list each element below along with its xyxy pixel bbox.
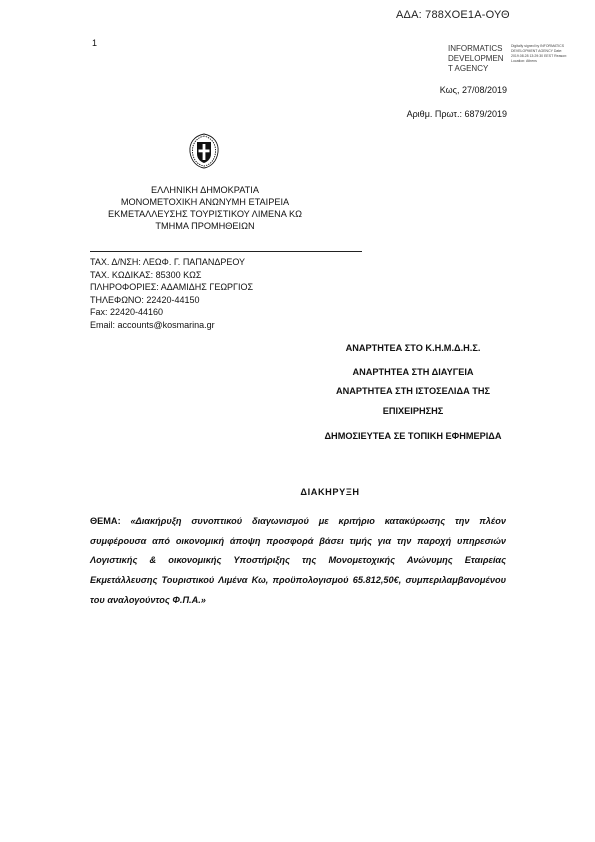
page-number: 1 [92,38,98,48]
contact-address: ΤΑΧ. Δ/ΝΣΗ: ΛΕΩΦ. Γ. ΠΑΠΑΝΔΡΕΟΥ [90,257,246,267]
contact-email: Email: accounts@kosmarina.gr [90,319,215,330]
digital-signature-details: Digitally signed by INFORMATICS DEVELOPMENT AGENCY Date: 2019.08.28 13:29:30 EEST Reason: Location: Athens [511,44,568,63]
subject-paragraph [90,512,506,611]
contact-fax: Fax: 22420-44160 [90,307,164,318]
divider [90,251,362,252]
issuer-block [100,184,310,232]
issuer-line: ΤΜΗΜΑ ΠΡΟΜΗΘΕΙΩΝ [155,221,255,231]
posting-diavgeia: ΑΝΑΡΤΗΤΕΑ ΣΤΗ ΔΙΑΥΓΕΙΑ [352,367,474,377]
issuer-line: ΕΚΜΕΤΑΛΛΕΥΣΗΣ ΤΟΥΡΙΣΤΙΚΟΥ ΛΙΜΕΝΑ ΚΩ [108,209,302,219]
contact-person: ΠΛΗΡΟΦΟΡΙΕΣ: ΑΔΑΜΙΔΗΣ ΓΕΩΡΓΙΟΣ [90,282,254,293]
issuer-line: ΜΟΝΟΜΕΤΟΧΙΚΗ ΑΝΩΝΥΜΗ ΕΤΑΙΡΕΙΑ [120,197,290,207]
digital-signature-org [448,44,504,74]
ada-code: ΑΔΑ: 788ΧΟΕ1Α-ΟΥΘ [396,9,510,21]
subject-text: «Διακήρυξη συνοπτικού διαγωνισμού με κριτήριο κατακύρωσης την πλέον συμφέρουσα από οικονομική άποψη προσφορά βάσει τιμής για την παροχή υπηρεσιών Λογιστικής & οικονομικής Υποστήριξης της Μονομετοχικής Ανώνυμης Εταιρείας Εκμετάλλευσης Τουριστικού Λιμένα Κω, προϋπολογισμού 65.812,50€, συμπεριλαμβανομένου του αναλογούντος Φ.Π.Α.» [90,516,506,605]
contact-block [90,256,253,332]
posting-newspaper: ΔΗΜΟΣΙΕΥΤΕΑ ΣΕ ΤΟΠΙΚΗ ΕΦΗΜΕΡΙΔΑ [324,431,502,441]
contact-phone: ΤΗΛΕΦΩΝΟ: 22420-44150 [90,294,200,305]
subject-label: ΘΕΜΑ: [90,516,121,526]
posting-website-line1: ΑΝΑΡΤΗΤΕΑ ΣΤΗ ΙΣΤΟΣΕΛΙΔΑ ΤΗΣ [335,386,491,396]
document-title: ΔΙΑΚΗΡΥΞΗ [300,487,360,497]
signature-org-line: DEVELOPMEN [448,54,504,63]
greek-coat-of-arms-icon [186,132,222,170]
signature-org-line: INFORMATICS [448,44,503,53]
posting-website-line2: ΕΠΙΧΕΙΡΗΣΗΣ [382,406,444,416]
protocol-number: Αριθμ. Πρωτ.: 6879/2019 [406,109,507,119]
contact-postcode: ΤΑΧ. ΚΩΔΙΚΑΣ: 85300 ΚΩΣ [90,269,202,280]
posting-kimdis: ΑΝΑΡΤΗΤΕΑ ΣΤΟ Κ.Η.Μ.Δ.Η.Σ. [345,343,481,353]
issuer-line: ΕΛΛΗΝΙΚΗ ΔΗΜΟΚΡΑΤΙΑ [151,185,259,195]
document-date: Κως, 27/08/2019 [439,85,507,95]
signature-org-line: T AGENCY [448,64,489,73]
